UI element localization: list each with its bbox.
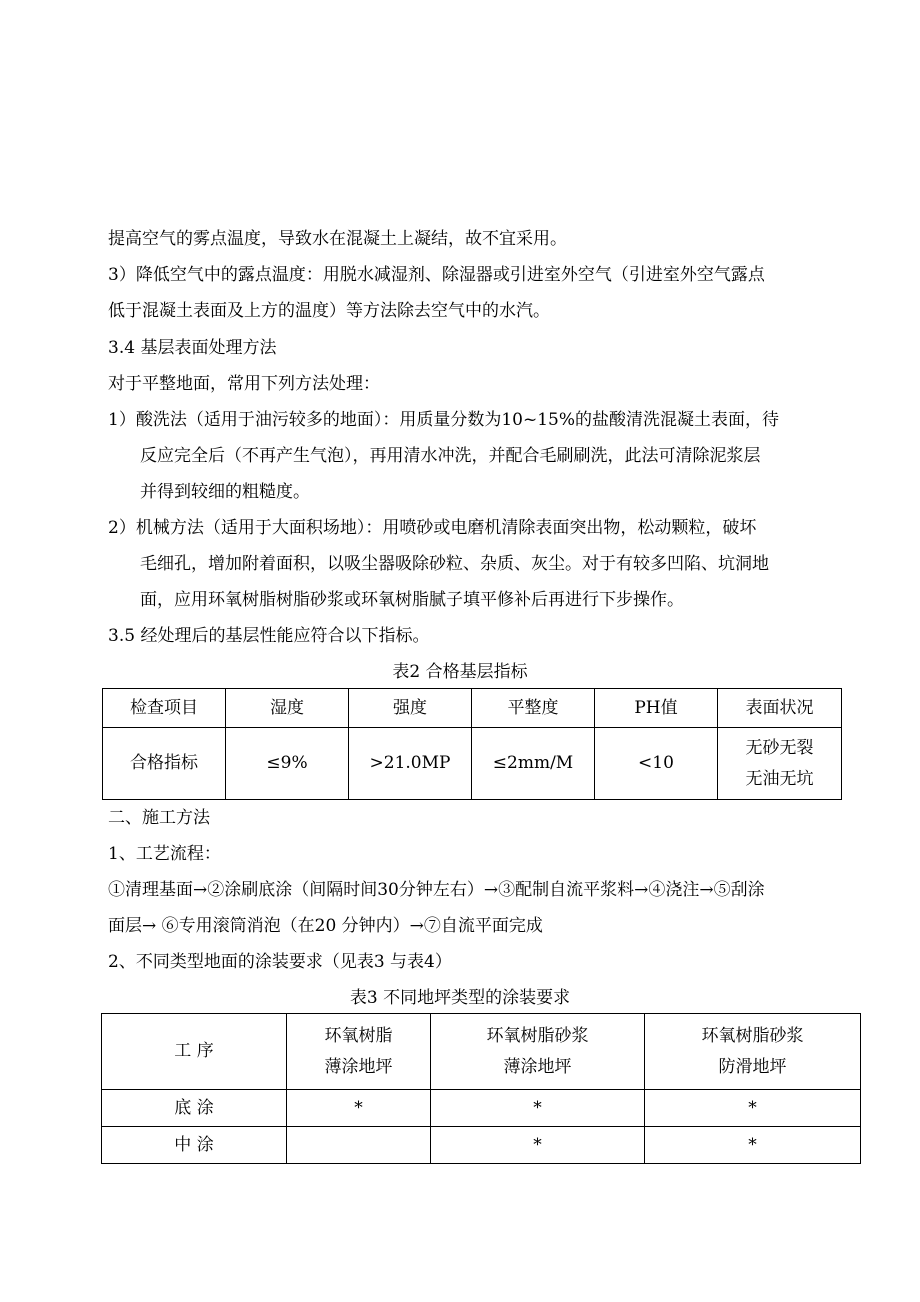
table-cell: * (431, 1127, 645, 1164)
table-header-cell: 表面状况 (718, 689, 842, 728)
paragraph-line: 3）降低空气中的露点温度：用脱水减湿剂、除湿器或引进室外空气（引进室外空气露点 (108, 265, 765, 285)
table-cell: >21.0MP (349, 728, 472, 800)
table-cell-surface (718, 728, 842, 800)
process-flow-line: ①清理基面→②涂刷底涂（间隔时间30分钟左右）→③配制自流平浆料→④浇注→⑤刮涂 (108, 880, 765, 900)
table-header-cell: PH值 (595, 689, 718, 728)
cell-text-line: 环氧树脂 (324, 1025, 393, 1046)
section-heading: 1、工艺流程： (108, 844, 221, 864)
table-header-cell (287, 1014, 431, 1090)
cell-text-line: 环氧树脂砂浆 (486, 1025, 589, 1046)
table-row (102, 1090, 861, 1127)
table-header-row (103, 689, 842, 728)
table-header-cell (431, 1014, 645, 1090)
table-cell: <10 (595, 728, 718, 800)
table-row-label: 中 涂 (102, 1127, 287, 1164)
table-cell: ≤2mm/M (472, 728, 595, 800)
cell-text-line: 无砂无裂 (745, 737, 814, 758)
cell-text-line: 环氧树脂砂浆 (701, 1025, 804, 1046)
table-cell (287, 1127, 431, 1164)
table2-caption: 表2 合格基层指标 (392, 662, 528, 682)
table-cell: * (645, 1090, 861, 1127)
paragraph-line: 低于混凝土表面及上方的温度）等方法除去空气中的水汽。 (108, 301, 550, 321)
list-item-line: 面，应用环氧树脂树脂砂浆或环氧树脂腻子填平修补后再进行下步操作。 (140, 590, 684, 610)
table3 (101, 1013, 861, 1164)
table-header-cell: 强度 (349, 689, 472, 728)
section-heading: 3.5 经处理后的基层性能应符合以下指标。 (108, 626, 430, 646)
table-row (102, 1127, 861, 1164)
table2 (102, 688, 842, 800)
table-header-cell (645, 1014, 861, 1090)
cell-text-line: 薄涂地坪 (503, 1056, 572, 1077)
list-item-line: 毛细孔，增加附着面积，以吸尘器吸除砂粒、杂质、灰尘。对于有较多凹陷、坑洞地 (140, 554, 769, 574)
section-heading: 二、施工方法 (108, 808, 210, 828)
list-item-line: 1）酸洗法（适用于油污较多的地面）：用质量分数为10~15%的盐酸清洗混凝土表面，待 (108, 410, 779, 430)
cell-text-line: 薄涂地坪 (324, 1056, 393, 1077)
paragraph-line: 对于平整地面，常用下列方法处理： (108, 374, 380, 394)
list-item-line: 反应完全后（不再产生气泡），再用清水冲洗，并配合毛刷刷洗，此法可清除泥浆层 (140, 446, 761, 466)
table-header-row (102, 1014, 861, 1090)
table-cell: * (431, 1090, 645, 1127)
table-header-cell: 湿度 (226, 689, 349, 728)
section-heading: 3.4 基层表面处理方法 (108, 338, 277, 358)
table-corner-cell: 工 序 (102, 1014, 287, 1090)
table-cell: * (645, 1127, 861, 1164)
table-cell: ≤9% (226, 728, 349, 800)
table3-caption: 表3 不同地坪类型的涂装要求 (349, 988, 571, 1008)
list-item-line: 2）机械方法（适用于大面积场地）：用喷砂或电磨机清除表面突出物，松动颗粒，破坏 (108, 518, 757, 538)
paragraph-line: 提高空气的雾点温度，导致水在混凝土上凝结，故不宜采用。 (108, 229, 567, 249)
table-header-cell: 检查项目 (103, 689, 226, 728)
list-item-line: 并得到较细的粗糙度。 (140, 482, 310, 502)
table-row (103, 728, 842, 800)
table-header-cell: 平整度 (472, 689, 595, 728)
cell-text-line: 无油无坑 (745, 768, 814, 789)
cell-text-line: 防滑地坪 (718, 1056, 787, 1077)
section-heading: 2、不同类型地面的涂装要求（见表3 与表4） (108, 952, 452, 972)
process-flow-line: 面层→ ⑥专用滚筒消泡（在20 分钟内）→⑦自流平面完成 (108, 916, 543, 936)
table-row-label: 底 涂 (102, 1090, 287, 1127)
table-cell: 合格指标 (103, 728, 226, 800)
table-cell: * (287, 1090, 431, 1127)
